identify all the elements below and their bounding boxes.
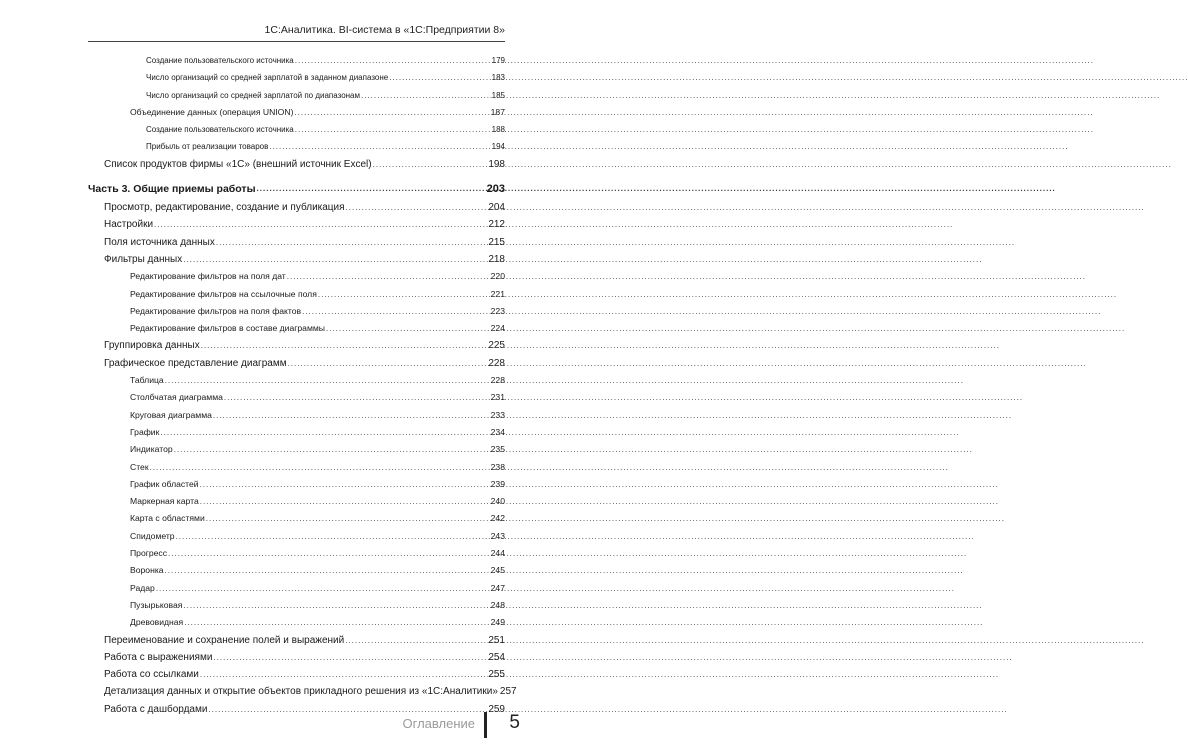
- toc-entry-page: 247: [490, 582, 505, 593]
- toc-entry-title: Таблица: [130, 375, 164, 386]
- toc-entry-title: Поля источника данных: [104, 236, 215, 248]
- header-rule: [88, 41, 505, 42]
- footer-divider: [484, 712, 487, 738]
- toc-entry-title: Спидометр: [130, 530, 175, 541]
- toc-leader-dots: [288, 362, 488, 372]
- footer-section-label: Оглавление: [402, 716, 475, 731]
- toc-leader-dots: [361, 96, 491, 104]
- toc-entry: [88, 320, 505, 337]
- toc-entry: [88, 424, 505, 441]
- toc-entry: [88, 251, 505, 268]
- toc-leader-dots: [165, 571, 490, 580]
- toc-entry-title: Работа с дашбордами: [104, 703, 208, 715]
- toc-entry-page: 233: [490, 409, 505, 420]
- toc-entry-page: 254: [488, 651, 505, 663]
- toc-entry-page: 221: [490, 288, 505, 299]
- toc-entry-page: 240: [490, 496, 505, 507]
- toc-leader-dots: [200, 673, 487, 683]
- toc-leader-dots: [216, 241, 487, 251]
- toc-leader-dots: [213, 415, 490, 424]
- toc-entry-page: 188: [491, 125, 505, 135]
- toc-leader-dots: [269, 148, 490, 156]
- toc-entry-page: 185: [491, 90, 505, 100]
- toc-leader-dots: [295, 61, 491, 69]
- toc-leader-dots: [154, 224, 487, 234]
- toc-entry-page: 183: [491, 73, 505, 83]
- toc-entry-title: Прогресс: [130, 548, 168, 559]
- toc-entry-page: 242: [490, 513, 505, 524]
- toc-entry-title: Радар: [130, 582, 155, 593]
- toc-entry-page: 203: [486, 183, 505, 196]
- toc-entry-title: Графическое представление диаграмм: [104, 357, 287, 369]
- toc-entry-page: 212: [488, 219, 505, 231]
- toc-entry: [88, 216, 505, 233]
- toc-leader-dots: [200, 485, 490, 494]
- toc-entry: [88, 649, 505, 666]
- toc-entry-page: 235: [490, 444, 505, 455]
- toc-entry-page: 220: [490, 271, 505, 282]
- toc-entry-title: Круговая диаграмма: [130, 409, 212, 420]
- toc-leader-dots: [156, 588, 490, 597]
- toc-entry-page: 255: [488, 669, 505, 681]
- toc-entry-page: 187: [490, 106, 505, 117]
- toc-entry: [88, 303, 505, 320]
- toc-entry: [88, 156, 505, 173]
- toc-entry: [88, 268, 505, 285]
- toc-leader-dots: [257, 189, 486, 200]
- toc-entry-title: Объединение данных (операция UNION): [130, 106, 294, 117]
- toc-leader-dots: [160, 433, 489, 442]
- toc-entry: [88, 372, 505, 389]
- toc-leader-dots: [287, 277, 490, 286]
- toc-entry: [88, 614, 505, 631]
- toc-entry-title: Воронка: [130, 565, 164, 576]
- toc-entry: [88, 52, 505, 69]
- toc-leader-dots: [174, 450, 490, 459]
- toc-entry-title: Редактирование фильтров на ссылочные поля: [130, 288, 317, 299]
- toc-leader-dots: [389, 79, 490, 87]
- toc-entry: [88, 493, 505, 510]
- toc-entry-page: 218: [488, 253, 505, 265]
- toc-entry: [88, 138, 505, 155]
- toc-entry-title: Стек: [130, 461, 149, 472]
- toc-entry-title: Столбчатая диаграмма: [130, 392, 223, 403]
- toc-entry-page: 239: [490, 478, 505, 489]
- toc-leader-dots: [150, 467, 490, 476]
- toc-entry-title: Создание пользовательского источника: [146, 56, 294, 65]
- toc-entry-title: Прибыль от реализации товаров: [146, 142, 269, 152]
- toc-leader-dots: [183, 258, 487, 268]
- toc-entry: [88, 407, 505, 424]
- toc-entry-title: Список продуктов фирмы «1С» (внешний источник Excel): [104, 158, 372, 170]
- toc-leader-dots: [224, 398, 490, 407]
- toc-entry: [88, 632, 505, 649]
- toc-entry-title: Настройки: [104, 219, 154, 231]
- toc-entry-title: График: [130, 426, 160, 437]
- toc-entry-page: 244: [490, 548, 505, 559]
- toc-entry-title: Часть 3. Общие приемы работы: [88, 183, 256, 196]
- toc-leader-dots: [200, 502, 490, 511]
- toc-entry: [88, 528, 505, 545]
- toc-entry-title: Число организаций со средней зарплатой в заданном диапазоне: [146, 73, 389, 83]
- toc-entry-title: Создание пользовательского источника: [146, 125, 294, 135]
- toc-entry: [88, 121, 505, 138]
- toc-leader-dots: [295, 130, 491, 138]
- toc-entry-page: 248: [490, 599, 505, 610]
- toc-entry-page: 179: [491, 56, 505, 65]
- toc-leader-dots: [294, 113, 489, 122]
- toc-leader-dots: [345, 639, 487, 649]
- toc-entry: [88, 476, 505, 493]
- toc-entry-title: Пузырьковая: [130, 599, 183, 610]
- toc-entry: [88, 87, 505, 104]
- toc-entry-page: 257: [499, 686, 517, 698]
- toc-entry: [88, 104, 505, 121]
- toc-leader-dots: [201, 345, 488, 355]
- toc-leader-dots: [318, 294, 490, 303]
- toc-entry-page: 198: [488, 158, 505, 170]
- toc-leader-dots: [176, 536, 490, 545]
- toc-entry-page: 228: [488, 357, 505, 369]
- toc-entry-title: График областей: [130, 478, 199, 489]
- toc-leader-dots: [302, 312, 490, 321]
- toc-part-heading: [88, 179, 505, 199]
- toc-leader-dots: [373, 163, 488, 173]
- toc-entry-page: 194: [491, 142, 505, 152]
- toc-entry-page: 243: [490, 530, 505, 541]
- toc-entry-title: Редактирование фильтров на поля дат: [130, 271, 286, 282]
- running-header: 1С:Аналитика. BI-система в «1С:Предприятии 8»: [264, 24, 505, 36]
- page-number: 5: [509, 712, 520, 733]
- toc-entry-title: Работа со ссылками: [104, 669, 199, 681]
- toc-entry-page: 249: [490, 617, 505, 628]
- toc-entry-page: 259: [488, 703, 505, 715]
- toc-entry-page: 223: [490, 305, 505, 316]
- table-of-contents: [88, 52, 517, 718]
- toc-entry-page: 215: [488, 236, 505, 248]
- toc-entry: [88, 597, 505, 614]
- toc-entry-page: 251: [488, 634, 505, 646]
- toc-entry: [88, 69, 505, 86]
- toc-entry-page: 234: [490, 426, 505, 437]
- toc-entry-page: 204: [488, 202, 505, 214]
- toc-leader-dots: [326, 329, 490, 338]
- toc-entry-title: Фильтры данных: [104, 253, 183, 265]
- toc-entry-title: Группировка данных: [104, 340, 200, 352]
- toc-entry: [88, 580, 505, 597]
- toc-leader-dots: [165, 381, 490, 390]
- toc-entry: [88, 683, 517, 700]
- toc-leader-dots: [206, 519, 490, 528]
- toc-entry-page: 245: [490, 565, 505, 576]
- toc-entry-title: Древовидная: [130, 617, 184, 628]
- toc-entry: [88, 441, 505, 458]
- toc-entry-page: 225: [488, 340, 505, 352]
- toc-entry: [88, 199, 505, 216]
- toc-entry-title: Редактирование фильтров на поля фактов: [130, 305, 302, 316]
- toc-entry-page: 238: [490, 461, 505, 472]
- toc-entry: [88, 545, 505, 562]
- toc-entry: [88, 234, 505, 251]
- toc-entry: [88, 286, 505, 303]
- toc-leader-dots: [183, 606, 489, 615]
- toc-leader-dots: [184, 623, 489, 632]
- toc-entry-title: Число организаций со средней зарплатой по диапазонам: [146, 90, 361, 100]
- toc-entry: [88, 562, 505, 579]
- toc-entry-title: Переименование и сохранение полей и выражений: [104, 634, 345, 646]
- toc-leader-dots: [213, 656, 487, 666]
- toc-leader-dots: [346, 206, 488, 216]
- toc-entry: [88, 459, 505, 476]
- toc-entry-page: 224: [490, 323, 505, 334]
- toc-entry-title: Индикатор: [130, 444, 173, 455]
- toc-leader-dots: [168, 554, 490, 563]
- toc-entry-title: Работа с выражениями: [104, 651, 213, 663]
- toc-entry: [88, 389, 505, 406]
- toc-entry-title: Просмотр, редактирование, создание и публикация: [104, 202, 345, 214]
- toc-entry: [88, 355, 505, 372]
- toc-entry-title: Карта с областями: [130, 513, 205, 524]
- toc-entry-title: Маркерная карта: [130, 496, 199, 507]
- toc-entry-title: Детализация данных и открытие объектов прикладного решения из «1С:Аналитики»: [104, 686, 498, 698]
- toc-entry: [88, 337, 505, 354]
- toc-entry: [88, 666, 505, 683]
- toc-entry: [88, 510, 505, 527]
- toc-entry-page: 231: [490, 392, 505, 403]
- toc-entry-title: Редактирование фильтров в составе диаграммы: [130, 323, 325, 334]
- toc-entry-page: 228: [490, 375, 505, 386]
